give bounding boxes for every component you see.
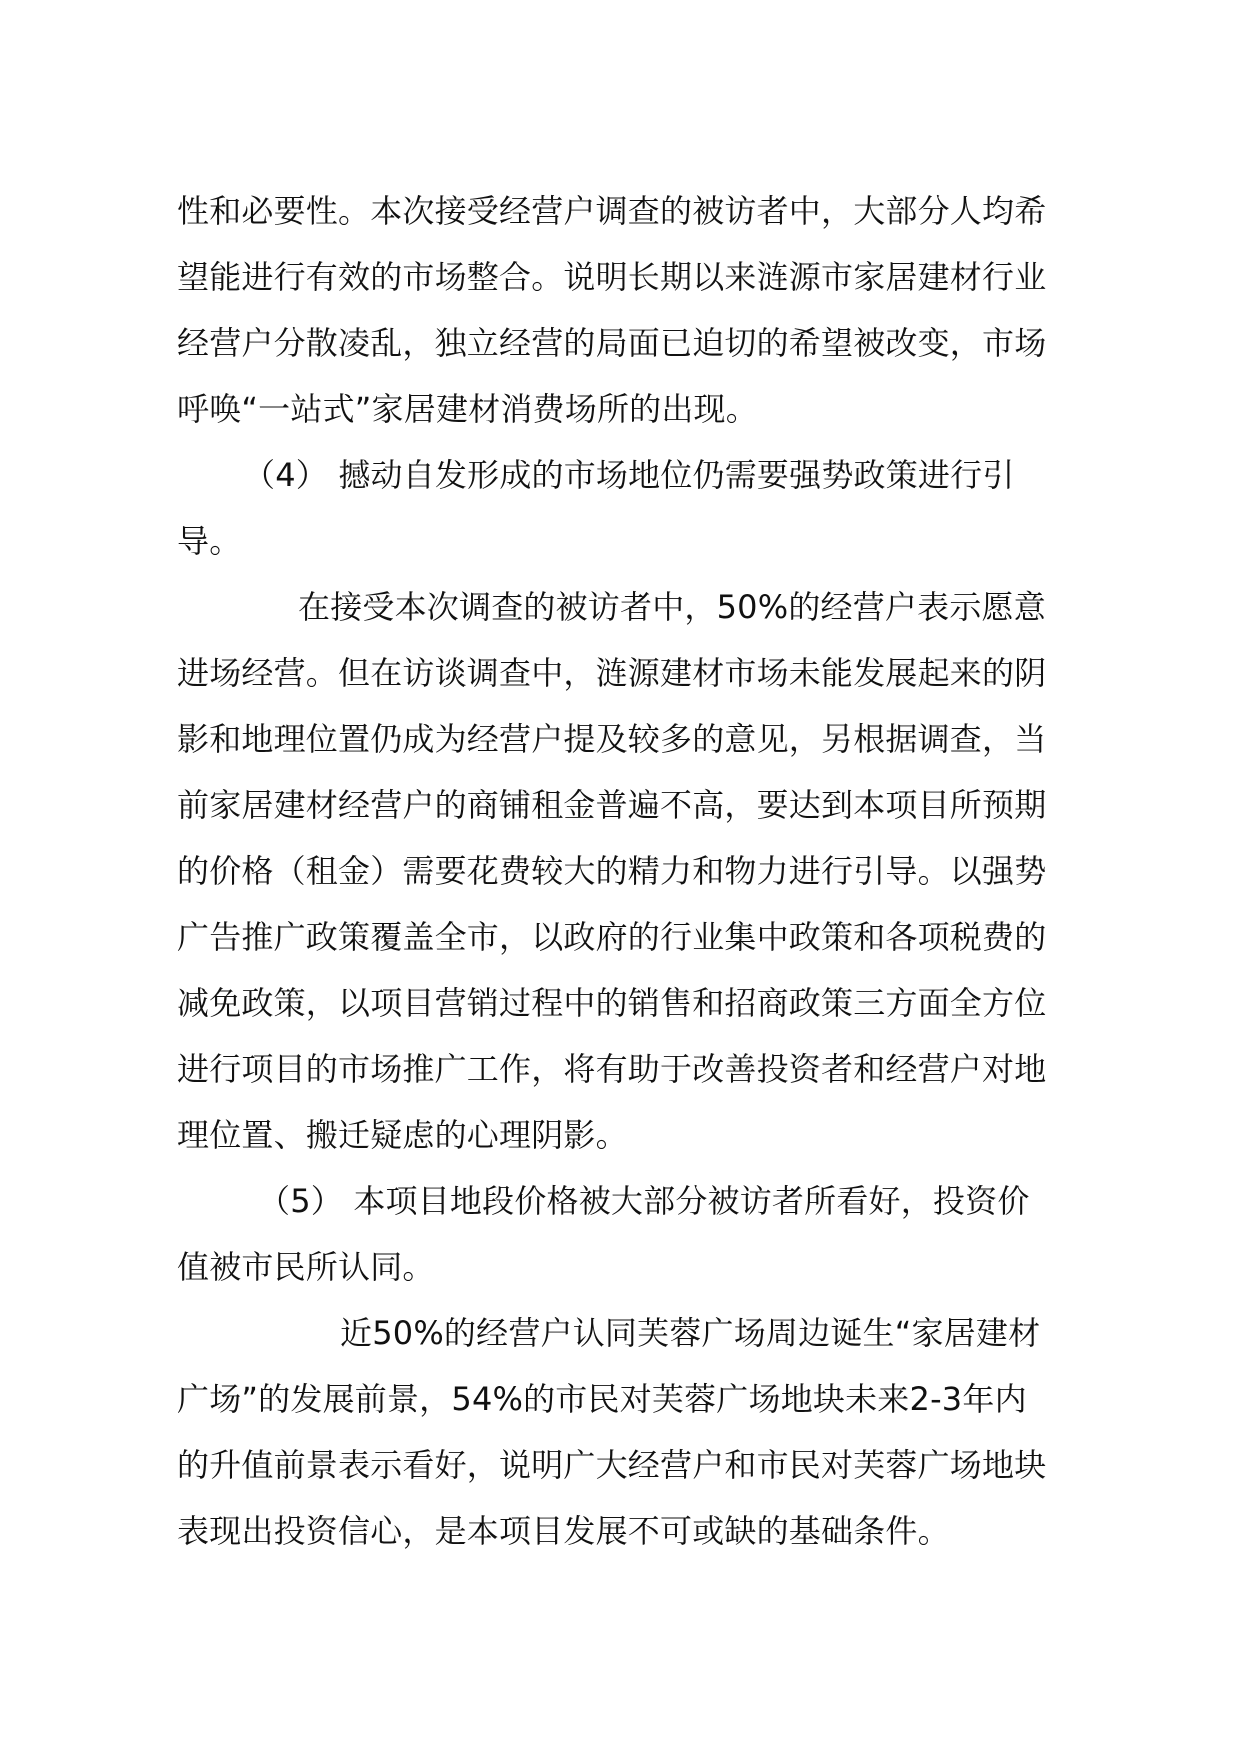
text-line: 的价格（租金）需要花费较大的精力和物力进行引导。以强势 [177,852,1047,890]
text-line: 经营户分散凌乱，独立经营的局面已迫切的希望被改变，市场 [177,324,1047,362]
text-line: 减免政策，以项目营销过程中的销售和招商政策三方面全方位 [177,984,1047,1022]
text-line: 进场经营。但在访谈调查中，涟源建材市场未能发展起来的阴 [177,654,1047,692]
text-line: 的升值前景表示看好，说明广大经营户和市民对芙蓉广场地块 [177,1446,1047,1484]
section-heading-5: （5） 本项目地段价格被大部分被访者所看好，投资价 [258,1182,1030,1220]
text-line: 理位置、搬迁疑虑的心理阴影。 [177,1116,628,1154]
section-heading-4: （4） 撼动自发形成的市场地位仍需要强势政策进行引 [243,456,1015,494]
text-line: 值被市民所认同。 [177,1248,435,1286]
text-line: 前家居建材经营户的商铺租金普遍不高，要达到本项目所预期 [177,786,1047,824]
paragraph-first-line: 在接受本次调查的被访者中，50%的经营户表示愿意 [298,588,1046,626]
text-line: 性和必要性。本次接受经营户调查的被访者中，大部分人均希 [177,192,1047,230]
text-line: 表现出投资信心，是本项目发展不可或缺的基础条件。 [177,1512,950,1550]
text-line: 呼唤“一站式”家居建材消费场所的出现。 [177,390,758,428]
text-line: 进行项目的市场推广工作，将有助于改善投资者和经营户对地 [177,1050,1047,1088]
text-line: 广场”的发展前景，54%的市民对芙蓉广场地块未来2-3年内 [177,1380,1027,1418]
text-line: 望能进行有效的市场整合。说明长期以来涟源市家居建材行业 [177,258,1047,296]
text-line: 影和地理位置仍成为经营户提及较多的意见，另根据调查，当 [177,720,1047,758]
paragraph-first-line: 近50%的经营户认同芙蓉广场周边诞生“家居建材 [340,1314,1041,1352]
text-line: 导。 [177,522,242,560]
text-line: 广告推广政策覆盖全市，以政府的行业集中政策和各项税费的 [177,918,1047,956]
